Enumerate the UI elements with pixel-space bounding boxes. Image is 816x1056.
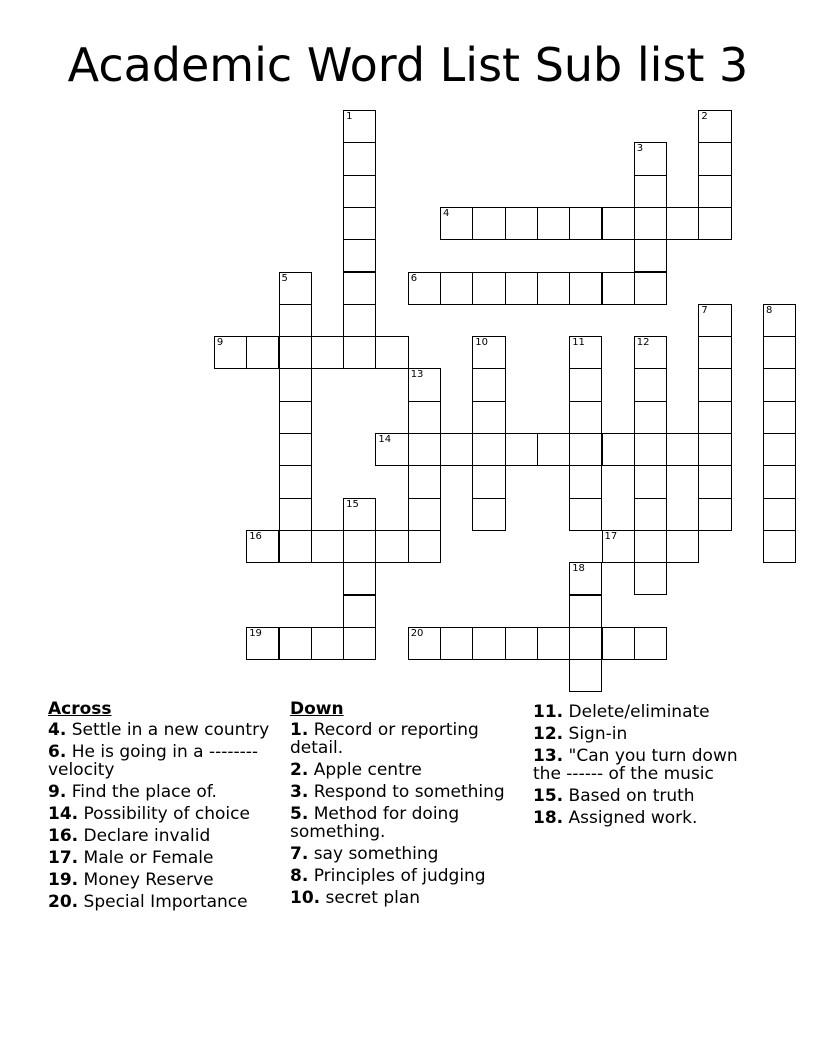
clue-number: 9 <box>216 337 224 349</box>
grid-cell[interactable] <box>408 465 441 498</box>
grid-cell[interactable] <box>279 627 312 660</box>
grid-cell[interactable] <box>666 433 699 466</box>
grid-cell[interactable] <box>698 401 731 434</box>
grid-cell[interactable] <box>343 627 376 660</box>
clue-number: 3 <box>636 143 644 155</box>
grid-cell[interactable] <box>279 433 312 466</box>
grid-cell[interactable] <box>634 175 667 208</box>
grid-cell[interactable] <box>763 465 796 498</box>
grid-cell[interactable] <box>246 530 279 563</box>
clue-item-number: 8. <box>290 866 309 886</box>
grid-cell[interactable] <box>343 304 376 337</box>
grid-cell[interactable] <box>634 368 667 401</box>
grid-cell[interactable] <box>537 207 570 240</box>
grid-cell[interactable] <box>408 498 441 531</box>
grid-cell[interactable] <box>634 562 667 595</box>
grid-cell[interactable] <box>505 627 538 660</box>
clue-item-number: 15. <box>533 786 564 806</box>
clue-item <box>290 845 520 863</box>
clue-item-text: Record or reporting detail. <box>290 720 479 758</box>
clue-number: 16 <box>249 530 262 542</box>
clue-item-text: Method for doing something. <box>290 804 460 842</box>
clue-item-text: Money Reserve <box>78 870 214 890</box>
grid-cell[interactable] <box>537 272 570 305</box>
grid-cell[interactable] <box>602 530 635 563</box>
clue-item <box>533 703 763 721</box>
grid-cell[interactable] <box>343 595 376 628</box>
clue-item-number: 3. <box>290 782 309 802</box>
clue-item-text: say something <box>308 844 439 864</box>
grid-cell[interactable] <box>505 433 538 466</box>
across-heading: Across <box>48 699 112 719</box>
clue-item <box>48 827 278 845</box>
down-heading: Down <box>290 699 344 719</box>
grid-cell[interactable] <box>472 627 505 660</box>
clue-number: 10 <box>475 337 489 349</box>
grid-cell[interactable] <box>602 272 635 305</box>
clue-item-number: 10. <box>290 888 321 908</box>
grid-cell[interactable] <box>569 595 602 628</box>
clue-item <box>48 805 278 823</box>
grid-cell[interactable] <box>569 659 602 692</box>
clue-item-text: He is going in a -------- velocity <box>48 742 259 780</box>
grid-cell[interactable] <box>279 530 312 563</box>
grid-cell[interactable] <box>569 562 602 595</box>
grid-cell[interactable] <box>634 627 667 660</box>
grid-cell[interactable] <box>279 336 312 369</box>
grid-cell[interactable] <box>472 272 505 305</box>
clue-item-text: Possibility of choice <box>78 804 250 824</box>
grid-cell[interactable] <box>698 142 731 175</box>
grid-cell[interactable] <box>440 272 473 305</box>
clue-number: 8 <box>766 304 773 316</box>
grid-cell[interactable] <box>569 336 602 369</box>
clue-item-text: Settle in a new country <box>66 720 270 740</box>
grid-cell[interactable] <box>343 239 376 272</box>
grid-cell[interactable] <box>375 530 408 563</box>
clue-item-number: 5. <box>290 804 309 824</box>
clue-item-number: 2. <box>290 760 309 780</box>
clue-item <box>290 805 520 841</box>
grid-cell[interactable] <box>763 498 796 531</box>
clue-item-text: Declare invalid <box>78 826 211 846</box>
clue-item-text: Based on truth <box>563 786 695 806</box>
clue-item-number: 16. <box>48 826 79 846</box>
grid-cell[interactable] <box>634 336 667 369</box>
grid-cell[interactable] <box>763 401 796 434</box>
clue-item-number: 14. <box>48 804 79 824</box>
grid-cell[interactable] <box>343 272 376 305</box>
clue-item <box>48 783 278 801</box>
clue-number: 2 <box>701 111 708 122</box>
grid-cell[interactable] <box>408 272 441 305</box>
grid-cell[interactable] <box>698 304 731 337</box>
clue-item <box>290 721 520 757</box>
clue-item <box>533 725 763 743</box>
clue-item <box>48 849 278 867</box>
grid-cell[interactable] <box>472 433 505 466</box>
grid-cell[interactable] <box>602 433 635 466</box>
grid-cell[interactable] <box>279 304 312 337</box>
puzzle-title: Academic Word List Sub list 3 <box>67 38 749 92</box>
clue-item <box>290 761 520 779</box>
grid-cell[interactable] <box>279 272 312 305</box>
clue-item-number: 1. <box>290 720 309 740</box>
grid-cell[interactable] <box>634 142 667 175</box>
clue-item-number: 19. <box>48 870 79 890</box>
grid-cell[interactable] <box>634 401 667 434</box>
clue-item-text: Sign-in <box>563 724 628 744</box>
grid-cell[interactable] <box>375 433 408 466</box>
clue-number: 5 <box>281 272 288 284</box>
grid-cell[interactable] <box>343 207 376 240</box>
clue-item-number: 20. <box>48 892 79 912</box>
grid-cell[interactable] <box>343 498 376 531</box>
grid-cell[interactable] <box>569 272 602 305</box>
clue-number: 19 <box>249 627 262 639</box>
grid-cell[interactable] <box>634 465 667 498</box>
grid-cell[interactable] <box>408 368 441 401</box>
clue-item <box>48 743 278 779</box>
grid-cell[interactable] <box>279 401 312 434</box>
clue-number: 13 <box>410 369 424 381</box>
clue-item <box>533 747 763 783</box>
clue-item <box>48 871 278 889</box>
grid-cell[interactable] <box>763 304 796 337</box>
grid-cell[interactable] <box>408 401 441 434</box>
clue-item-number: 4. <box>48 720 67 740</box>
grid-cell[interactable] <box>602 627 635 660</box>
clue-item-text: Principles of judging <box>308 866 486 886</box>
clue-item-number: 11. <box>533 702 564 722</box>
grid-cell[interactable] <box>246 336 279 369</box>
grid-cell[interactable] <box>440 207 473 240</box>
grid-cell[interactable] <box>343 530 376 563</box>
grid-cell[interactable] <box>763 336 796 369</box>
grid-cell[interactable] <box>375 336 408 369</box>
grid-cell[interactable] <box>343 142 376 175</box>
grid-cell[interactable] <box>408 627 441 660</box>
clue-item <box>533 809 763 827</box>
clue-number: 4 <box>443 207 450 219</box>
clue-item-text: Special Importance <box>78 892 248 912</box>
clue-item-text: secret plan <box>320 888 421 908</box>
grid-cell[interactable] <box>698 433 731 466</box>
clue-item-number: 17. <box>48 848 79 868</box>
clue-item-text: Apple centre <box>308 760 422 780</box>
clue-number: 18 <box>572 563 585 575</box>
clue-number: 11 <box>572 337 585 349</box>
clue-item <box>48 721 278 739</box>
across-clues <box>48 700 278 915</box>
clue-item <box>48 893 278 911</box>
grid-cell[interactable] <box>763 530 796 563</box>
grid-cell[interactable] <box>440 627 473 660</box>
clue-item <box>290 783 520 801</box>
grid-cell[interactable] <box>472 207 505 240</box>
grid-cell[interactable] <box>634 530 667 563</box>
down-clues-continued <box>533 703 763 831</box>
grid-cell[interactable] <box>440 433 473 466</box>
grid-cell[interactable] <box>343 336 376 369</box>
grid-cell[interactable] <box>634 207 667 240</box>
grid-cell[interactable] <box>472 465 505 498</box>
grid-cell[interactable] <box>698 498 731 531</box>
grid-cell[interactable] <box>569 368 602 401</box>
grid-cell[interactable] <box>634 498 667 531</box>
grid-cell[interactable] <box>763 433 796 466</box>
grid-cell[interactable] <box>408 530 441 563</box>
grid-cell[interactable] <box>698 336 731 369</box>
grid-cell[interactable] <box>698 110 731 143</box>
grid-cell[interactable] <box>569 465 602 498</box>
grid-cell[interactable] <box>279 465 312 498</box>
grid-cell[interactable] <box>666 530 699 563</box>
clue-number: 7 <box>701 304 708 316</box>
clue-number: 20 <box>410 627 424 639</box>
grid-cell[interactable] <box>569 207 602 240</box>
grid-cell[interactable] <box>634 239 667 272</box>
clue-item <box>290 867 520 885</box>
grid-cell[interactable] <box>343 562 376 595</box>
clue-item-text: Assigned work. <box>563 808 698 828</box>
grid-cell[interactable] <box>666 207 699 240</box>
grid-cell[interactable] <box>311 336 344 369</box>
clue-item-text: Find the place of. <box>66 782 217 802</box>
clue-number: 17 <box>604 530 618 542</box>
clue-item <box>533 787 763 805</box>
grid-cell[interactable] <box>472 401 505 434</box>
grid-cell[interactable] <box>343 175 376 208</box>
clue-number: 1 <box>346 111 353 122</box>
grid-cell[interactable] <box>634 272 667 305</box>
grid-cell[interactable] <box>569 401 602 434</box>
grid-cell[interactable] <box>698 207 731 240</box>
grid-cell[interactable] <box>537 627 570 660</box>
grid-cell[interactable] <box>537 433 570 466</box>
grid-cell[interactable] <box>311 627 344 660</box>
grid-cell[interactable] <box>472 336 505 369</box>
clue-item-number: 6. <box>48 742 67 762</box>
grid-cell[interactable] <box>472 368 505 401</box>
grid-cell[interactable] <box>569 627 602 660</box>
grid-cell[interactable] <box>602 207 635 240</box>
clue-number: 12 <box>636 337 650 349</box>
grid-cell[interactable] <box>246 627 279 660</box>
clue-item-text: Respond to something <box>308 782 505 802</box>
grid-cell[interactable] <box>569 433 602 466</box>
clue-item-number: 18. <box>533 808 564 828</box>
grid-cell[interactable] <box>569 498 602 531</box>
grid-cell[interactable] <box>763 368 796 401</box>
clue-item-number: 12. <box>533 724 564 744</box>
grid-cell[interactable] <box>472 498 505 531</box>
clue-number: 6 <box>410 272 418 284</box>
grid-cell[interactable] <box>279 368 312 401</box>
grid-cell[interactable] <box>634 433 667 466</box>
clue-number: 14 <box>378 434 392 445</box>
grid-cell[interactable] <box>408 433 441 466</box>
grid-cell[interactable] <box>698 175 731 208</box>
grid-cell[interactable] <box>698 465 731 498</box>
grid-cell[interactable] <box>279 498 312 531</box>
grid-cell[interactable] <box>505 207 538 240</box>
clue-item-text: "Can you turn down the ------ of the music <box>533 746 738 784</box>
clue-item-number: 7. <box>290 844 309 864</box>
clue-item-text: Delete/eliminate <box>563 702 710 722</box>
grid-cell[interactable] <box>343 110 376 143</box>
grid-cell[interactable] <box>698 368 731 401</box>
grid-cell[interactable] <box>214 336 247 369</box>
clue-item-text: Male or Female <box>78 848 214 868</box>
clue-item <box>290 889 520 907</box>
grid-cell[interactable] <box>505 272 538 305</box>
clue-item-number: 13. <box>533 746 564 766</box>
grid-cell[interactable] <box>311 530 344 563</box>
clue-item-number: 9. <box>48 782 67 802</box>
clue-number: 15 <box>346 498 359 510</box>
down-clues <box>290 700 520 911</box>
